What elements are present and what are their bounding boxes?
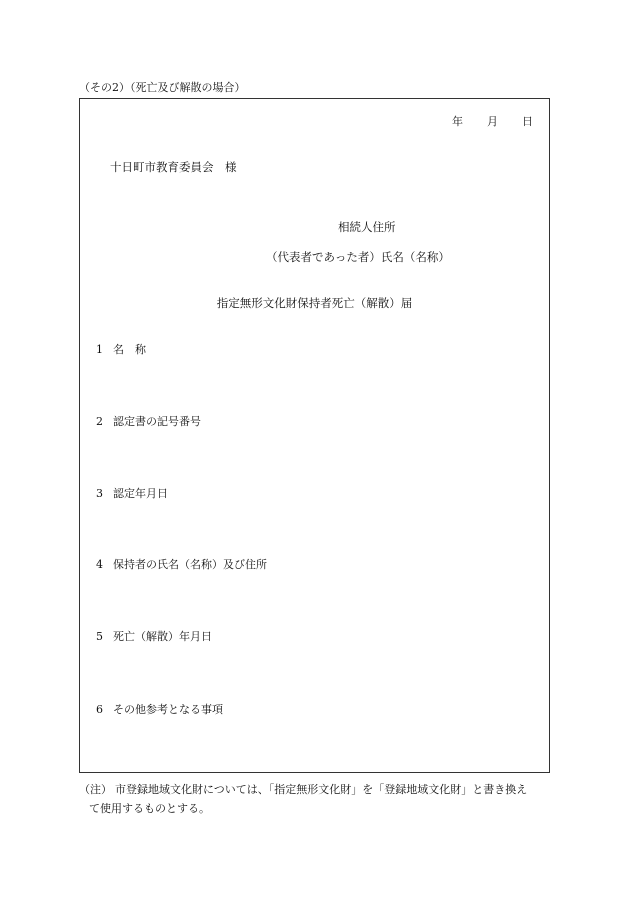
item-label: 認定年月日	[113, 487, 168, 500]
document-title: 指定無形文化財保持者死亡（解散）届	[216, 296, 413, 310]
item-death-date	[96, 631, 212, 642]
item-holder-name-address	[96, 559, 267, 570]
item-number: 5	[96, 630, 103, 643]
item-number: 3	[96, 487, 103, 500]
item-label: 保持者の氏名（名称）及び住所	[113, 558, 267, 571]
note-text-line-2: て使用するものとする。	[89, 802, 210, 815]
item-number: 6	[96, 703, 103, 716]
day-label: 日	[522, 115, 533, 128]
year-label: 年	[452, 115, 463, 128]
item-certificate-number	[96, 416, 201, 427]
heir-name-label: （代表者であった者）氏名（名称）	[266, 250, 450, 264]
item-label: その他参考となる事項	[113, 703, 223, 716]
item-number: 1	[96, 343, 103, 356]
item-label: 認定書の記号番号	[113, 415, 201, 428]
item-other-notes	[96, 704, 223, 715]
form-box	[79, 98, 550, 773]
month-label: 月	[487, 115, 498, 128]
item-number: 2	[96, 415, 103, 428]
item-label: 死亡（解散）年月日	[113, 630, 212, 643]
item-name	[96, 344, 146, 355]
note-label: （注）	[79, 783, 112, 796]
item-certification-date	[96, 488, 168, 499]
form-heading: （その2）（死亡及び解散の場合）	[79, 81, 246, 94]
addressee: 十日町市教育委員会 様	[110, 160, 237, 174]
date-line	[452, 116, 533, 127]
note-text-line-1: 市登録地域文化財については、「指定無形文化財」を「登録地域文化財」と書き換え	[115, 783, 528, 796]
item-number: 4	[96, 558, 103, 571]
item-label: 名 称	[113, 343, 146, 356]
heir-address-label: 相続人住所	[338, 220, 396, 234]
